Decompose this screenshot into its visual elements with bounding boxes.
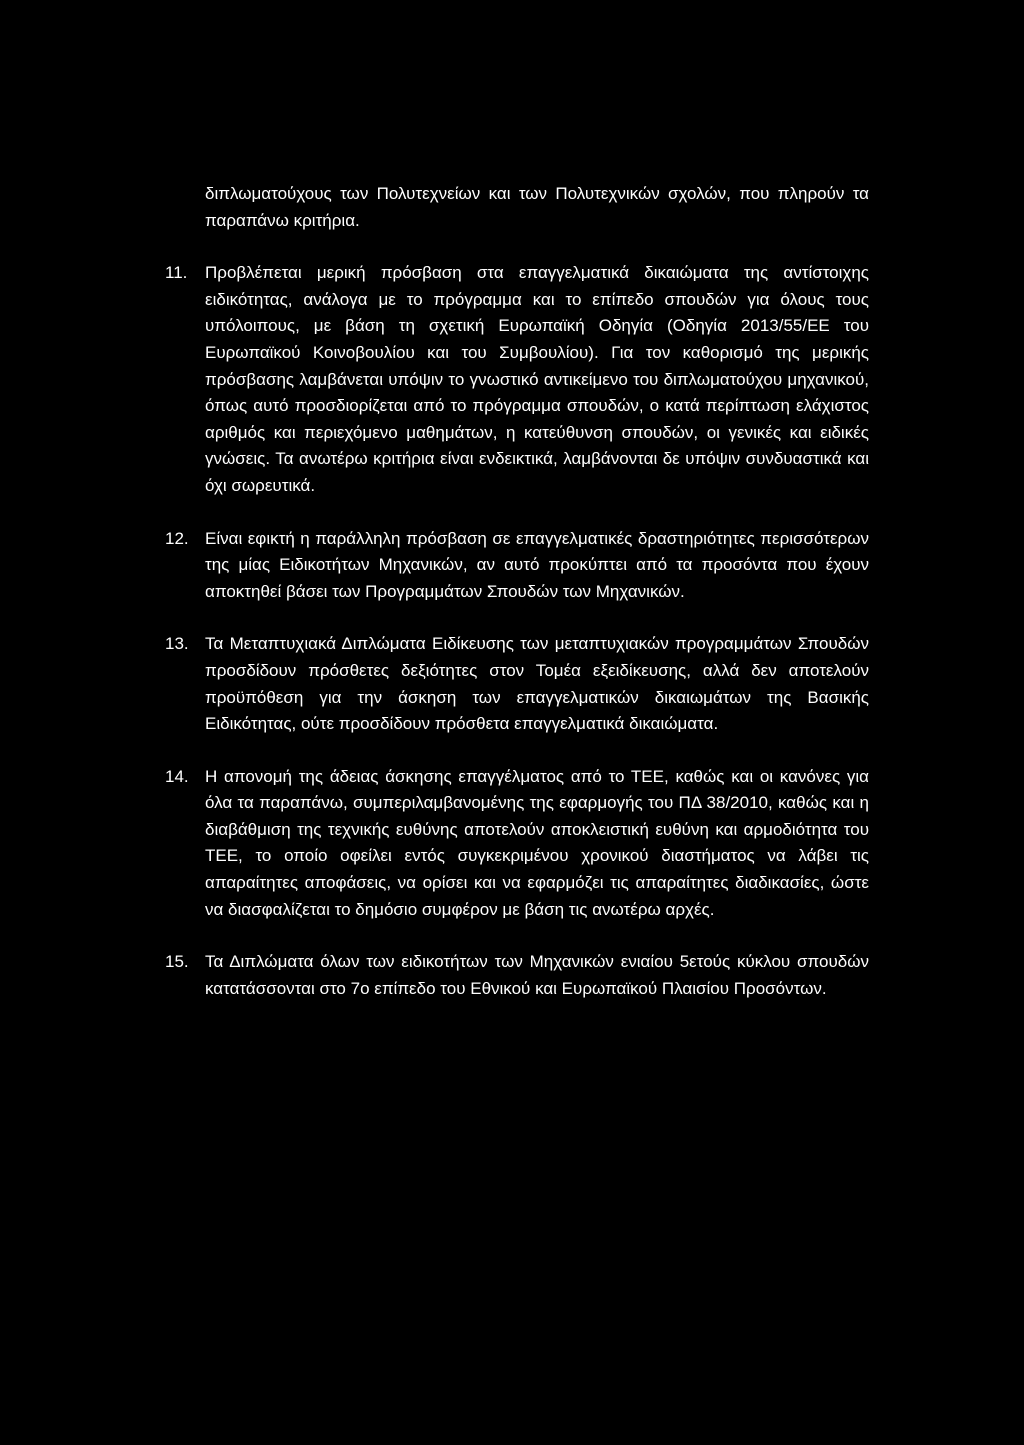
item-number: 11. (165, 263, 188, 283)
continuation-paragraph: διπλωματούχους των Πολυτεχνείων και των Πολυτεχνικών σχολών, που πληρούν τα παραπάνω κριτήρια. (205, 184, 869, 230)
item-number: 12. (165, 528, 189, 548)
list-item-11 (165, 260, 869, 499)
list-item-13 (165, 631, 869, 737)
item-number: 13. (165, 634, 189, 654)
item-text: Τα Διπλώματα όλων των ειδικοτήτων των Μηχανικών ενιαίου 5ετούς κύκλου σπουδών κατατάσσονται στο 7ο επίπεδο του Εθνικού και Ευρωπαϊκού Πλαισίου Προσόντων. (205, 952, 869, 998)
text-column (165, 181, 869, 1028)
list-item-15 (165, 949, 869, 1002)
item-text: Τα Μεταπτυχιακά Διπλώματα Ειδίκευσης των μεταπτυχιακών προγραμμάτων Σπουδών προσδίδουν πρόσθετες δεξιότητες στον Τομέα εξειδίκευσης, αλλά δεν αποτελούν προϋπόθεση για την άσκηση των επαγγελματικών δικαιωμάτων της Βασικής Ειδικότητας, ούτε προσδίδουν πρόσθετα επαγγελματικά δικαιώματα. (205, 634, 869, 734)
item-number: 15. (165, 952, 189, 972)
item-text: Είναι εφικτή η παράλληλη πρόσβαση σε επαγγελματικές δραστηριότητες περισσότερων της μίας Ειδικοτήτων Μηχανικών, αν αυτό προκύπτει από τα προσόντα που έχουν αποκτηθεί βάσει των Προγραμμάτων Σπουδών των Μηχανικών. (205, 528, 869, 601)
list-item-12 (165, 526, 869, 606)
item-text: Η απονομή της άδειας άσκησης επαγγέλματος από το ΤΕΕ, καθώς και οι κανόνες για όλα τα παραπάνω, συμπεριλαμβανομένης της εφαρμογής του ΠΔ 38/2010, καθώς και η διαβάθμιση της τεχνικής ευθύνης αποτελούν αποκλειστική ευθύνη και αρμοδιότητα του ΤΕΕ, το οποίο οφείλει εντός συγκεκριμένου χρονικού διαστήματος να λάβει τις απαραίτητες αποφάσεις, να ορίσει και να εφαρμόζει τις απαραίτητες διαδικασίες, ώστε να διασφαλίζεται το δημόσιο συμφέρον με βάση τις ανωτέρω αρχές. (205, 766, 869, 919)
list-item-14 (165, 764, 869, 924)
item-number: 14. (165, 766, 189, 786)
item-text: Προβλέπεται μερική πρόσβαση στα επαγγελματικά δικαιώματα της αντίστοιχης ειδικότητας, ανάλογα με το πρόγραμμα και το επίπεδο σπουδών για όλους τους υπόλοιπους, με βάση τη σχετική Ευρωπαϊκή Οδηγία (Οδηγία 2013/55/ΕΕ του Ευρωπαϊκού Κοινοβουλίου και του Συμβουλίου). Για τον καθορισμό της μερικής πρόσβασης λαμβάνεται υπόψιν το γνωστικό αντικείμενο του διπλωματούχου μηχανικού, όπως αυτό προσδιορίζεται από το πρόγραμμα σπουδών, ο κατά περίπτωση ελάχιστος αριθμός και περιεχόμενο μαθημάτων, η κατεύθυνση σπουδών, οι γενικές και ειδικές γνώσεις. Τα ανωτέρω κριτήρια είναι ενδεικτικά, λαμβάνονται δε υπόψιν συνδυαστικά και όχι σωρευτικά. (205, 263, 869, 495)
